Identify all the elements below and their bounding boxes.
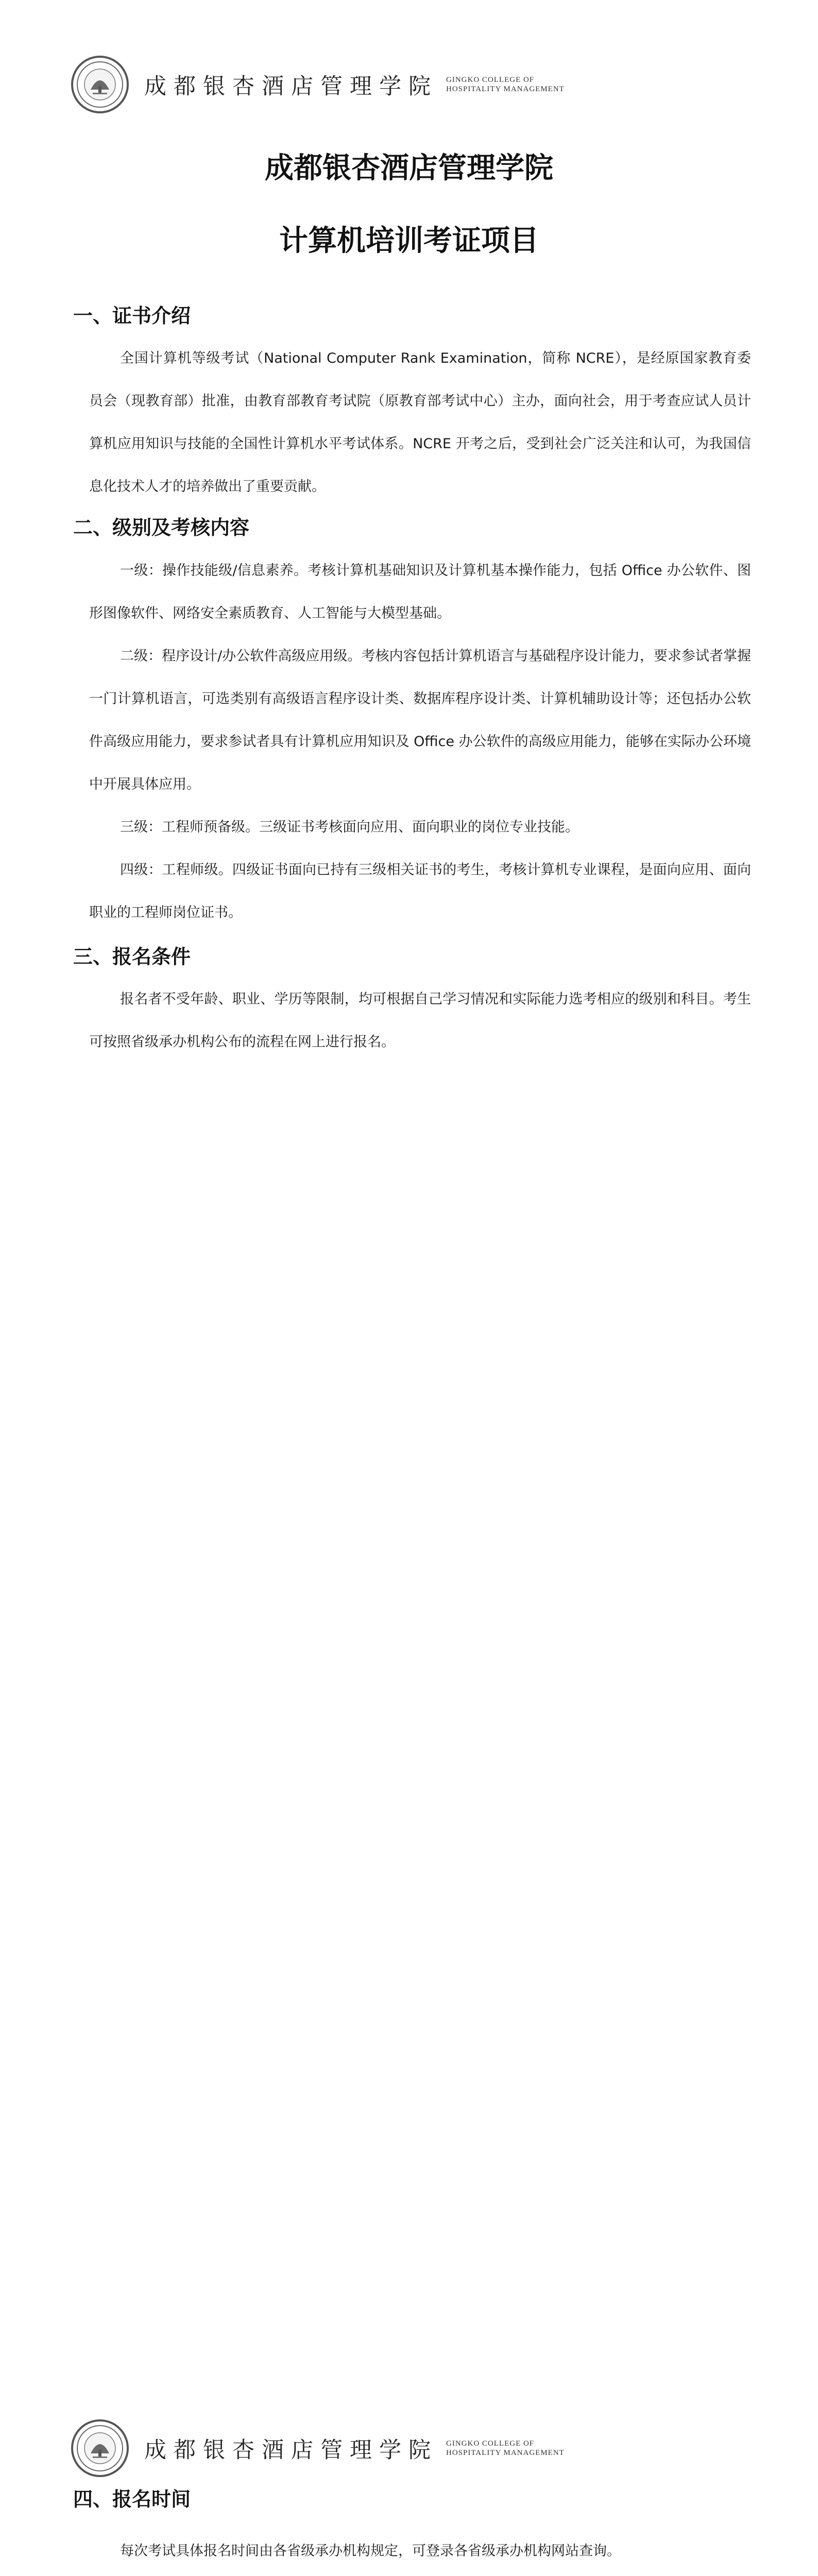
college-name-en: GINGKO COLLEGE OF HOSPITALITY MANAGEMENT [446,2439,565,2457]
section-heading: 四、报名时间 [73,2488,191,2511]
document-page-2 [0,1200,818,2559]
section-heading: 三、报名条件 [73,945,191,968]
paragraph: 二级：程序设计/办公软件高级应用级。考核内容包括计算机语言与基础程序设计能力，要求参试者掌握一门计算机语言，可选类别有高级语言程序设计类、数据库程序设计类、计算机辅助设计等；还包括办公软件高级应用能力，要求参试者具有计算机应用知识及 Office 办公软件的高级应用能力，能够在实际办公环境中开展具体应用。 [89,648,751,792]
paragraph: 一级：操作技能级/信息素养。考核计算机基础知识及计算机基本操作能力，包括 Office 办公软件、图形图像软件、网络安全素质教育、人工智能与大模型基础。 [89,563,751,621]
college-seal-icon [71,2419,129,2477]
college-seal-icon [71,56,129,113]
document-page-1 [0,0,818,1185]
college-header [71,2419,565,2477]
paragraph: 每次考试具体报名时间由各省级承办机构规定，可登录各省级承办机构网站查询。 [120,2543,621,2559]
college-name-cn: 成都银杏酒店管理学院 [144,73,438,99]
paragraph: 全国计算机等级考试（National Computer Rank Examination，简称 NCRE），是经原国家教育委员会（现教育部）批准，由教育部教育考试院（原教育部考试中心）主办，面向社会，用于考查应试人员计算机应用知识与技能的全国性计算机水平考试体系。NCRE 开考之后，受到社会广泛关注和认可，为我国信息化技术人才的培养做出了重要贡献。 [89,350,751,495]
section-heading: 二、级别及考核内容 [73,516,250,539]
paragraph: 报名者不受年龄、职业、学历等限制，均可根据自己学习情况和实际能力选考相应的级别和科目。考生可按照省级承办机构公布的流程在网上进行报名。 [89,991,751,1050]
college-name-cn: 成都银杏酒店管理学院 [144,2437,438,2463]
college-name-en: GINGKO COLLEGE OF HOSPITALITY MANAGEMENT [446,76,565,93]
document-subtitle: 计算机培训考证项目 [279,224,539,258]
section-heading: 一、证书介绍 [73,304,191,327]
college-header [71,56,565,113]
paragraph: 三级：工程师预备级。三级证书考核面向应用、面向职业的岗位专业技能。 [120,819,579,835]
paragraph: 四级：工程师级。四级证书面向已持有三级相关证书的考生，考核计算机专业课程，是面向应用、面向职业的工程师岗位证书。 [89,862,751,921]
document-title: 成都银杏酒店管理学院 [265,151,553,185]
